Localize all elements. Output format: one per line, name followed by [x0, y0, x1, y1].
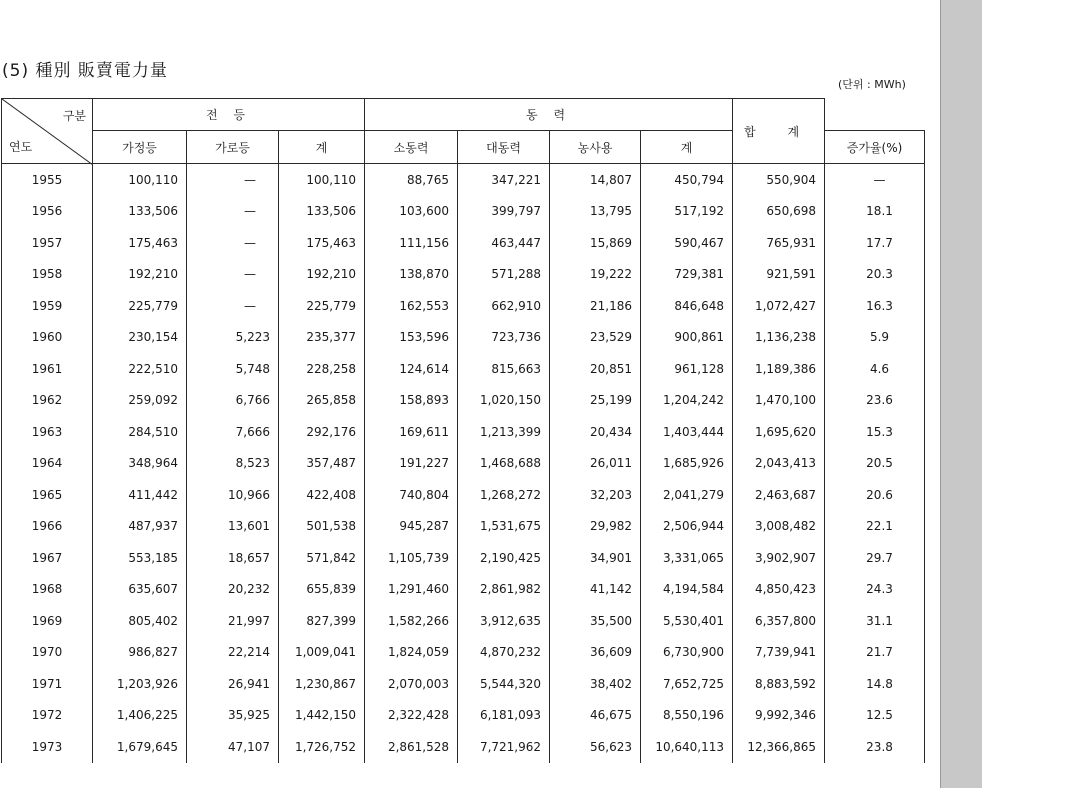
cell-growth-rate: —: [825, 164, 925, 196]
cell-large-power: 399,797: [458, 196, 550, 228]
cell-power-sum: 3,331,065: [641, 542, 733, 574]
cell-street: 10,966: [187, 479, 279, 511]
cell-year: 1970: [2, 637, 93, 669]
header-blank-cell: [825, 99, 925, 131]
cell-agri: 19,222: [550, 259, 641, 291]
cell-household: 348,964: [93, 448, 187, 480]
cell-lighting-sum: 422,408: [279, 479, 365, 511]
cell-household: 635,607: [93, 574, 187, 606]
cell-total: 2,463,687: [733, 479, 825, 511]
cell-small-power: 88,765: [365, 164, 458, 196]
cell-small-power: 158,893: [365, 385, 458, 417]
cell-lighting-sum: 1,726,752: [279, 731, 365, 763]
unit-label: (단위 : MWh): [838, 78, 906, 91]
cell-growth-rate: 14.8: [825, 668, 925, 700]
cell-year: 1968: [2, 574, 93, 606]
cell-agri: 38,402: [550, 668, 641, 700]
cell-household: 222,510: [93, 353, 187, 385]
cell-large-power: 2,190,425: [458, 542, 550, 574]
cell-power-sum: 6,730,900: [641, 637, 733, 669]
cell-street: 5,223: [187, 322, 279, 354]
cell-lighting-sum: 655,839: [279, 574, 365, 606]
cell-total: 4,850,423: [733, 574, 825, 606]
cell-agri: 35,500: [550, 605, 641, 637]
table-body: [2, 164, 925, 763]
electricity-sales-table: [1, 98, 925, 763]
header-year: 연도: [9, 140, 33, 154]
cell-lighting-sum: 235,377: [279, 322, 365, 354]
cell-street: 5,748: [187, 353, 279, 385]
table-row: [2, 290, 925, 322]
cell-large-power: 723,736: [458, 322, 550, 354]
cell-large-power: 347,221: [458, 164, 550, 196]
cell-agri: 36,609: [550, 637, 641, 669]
cell-lighting-sum: 571,842: [279, 542, 365, 574]
header-total: [733, 99, 825, 164]
cell-year: 1965: [2, 479, 93, 511]
cell-growth-rate: 15.3: [825, 416, 925, 448]
cell-year: 1958: [2, 259, 93, 291]
cell-year: 1963: [2, 416, 93, 448]
cell-small-power: 111,156: [365, 227, 458, 259]
cell-household: 986,827: [93, 637, 187, 669]
cell-growth-rate: 20.3: [825, 259, 925, 291]
section-title: (5) 種別 販賣電力量: [2, 61, 168, 81]
cell-power-sum: 846,648: [641, 290, 733, 322]
cell-household: 259,092: [93, 385, 187, 417]
cell-growth-rate: 23.8: [825, 731, 925, 763]
cell-year: 1955: [2, 164, 93, 196]
cell-growth-rate: 5.9: [825, 322, 925, 354]
cell-agri: 25,199: [550, 385, 641, 417]
cell-lighting-sum: 192,210: [279, 259, 365, 291]
cell-agri: 34,901: [550, 542, 641, 574]
table-row: [2, 605, 925, 637]
cell-household: 411,442: [93, 479, 187, 511]
cell-total: 765,931: [733, 227, 825, 259]
cell-total: 650,698: [733, 196, 825, 228]
header-agri: 농사용: [550, 131, 641, 164]
cell-household: 284,510: [93, 416, 187, 448]
header-street: 가로등: [187, 131, 279, 164]
table-row: [2, 259, 925, 291]
cell-small-power: 2,322,428: [365, 700, 458, 732]
cell-large-power: 6,181,093: [458, 700, 550, 732]
cell-household: 805,402: [93, 605, 187, 637]
table-row: [2, 700, 925, 732]
cell-small-power: 945,287: [365, 511, 458, 543]
cell-total: 1,072,427: [733, 290, 825, 322]
cell-year: 1962: [2, 385, 93, 417]
cell-street: 8,523: [187, 448, 279, 480]
cell-year: 1972: [2, 700, 93, 732]
cell-lighting-sum: 292,176: [279, 416, 365, 448]
cell-household: 175,463: [93, 227, 187, 259]
header-small-power: 소동력: [365, 131, 458, 164]
cell-growth-rate: 21.7: [825, 637, 925, 669]
cell-small-power: 1,105,739: [365, 542, 458, 574]
cell-lighting-sum: 501,538: [279, 511, 365, 543]
header-power-sum: 계: [641, 131, 733, 164]
cell-agri: 26,011: [550, 448, 641, 480]
table-row: [2, 731, 925, 763]
cell-total: 9,992,346: [733, 700, 825, 732]
header-gubun: 구분: [62, 109, 86, 123]
cell-street: —: [187, 164, 279, 196]
cell-year: 1959: [2, 290, 93, 322]
cell-total: 1,695,620: [733, 416, 825, 448]
cell-lighting-sum: 175,463: [279, 227, 365, 259]
cell-household: 1,679,645: [93, 731, 187, 763]
cell-agri: 15,869: [550, 227, 641, 259]
cell-household: 1,203,926: [93, 668, 187, 700]
cell-street: 26,941: [187, 668, 279, 700]
cell-year: 1971: [2, 668, 93, 700]
cell-agri: 41,142: [550, 574, 641, 606]
cell-large-power: 571,288: [458, 259, 550, 291]
cell-small-power: 740,804: [365, 479, 458, 511]
header-large-power: 대동력: [458, 131, 550, 164]
table-row: [2, 322, 925, 354]
cell-lighting-sum: 1,230,867: [279, 668, 365, 700]
cell-growth-rate: 16.3: [825, 290, 925, 322]
header-corner-cell: [2, 99, 93, 164]
cell-year: 1961: [2, 353, 93, 385]
cell-lighting-sum: 265,858: [279, 385, 365, 417]
cell-year: 1973: [2, 731, 93, 763]
cell-lighting-sum: 357,487: [279, 448, 365, 480]
table-row: [2, 164, 925, 196]
cell-growth-rate: 18.1: [825, 196, 925, 228]
table-row: [2, 511, 925, 543]
cell-growth-rate: 20.5: [825, 448, 925, 480]
cell-small-power: 124,614: [365, 353, 458, 385]
cell-street: —: [187, 227, 279, 259]
table-row: [2, 385, 925, 417]
cell-total: 2,043,413: [733, 448, 825, 480]
cell-household: 133,506: [93, 196, 187, 228]
cell-year: 1969: [2, 605, 93, 637]
cell-small-power: 169,611: [365, 416, 458, 448]
cell-growth-rate: 12.5: [825, 700, 925, 732]
table-row: [2, 574, 925, 606]
cell-street: 22,214: [187, 637, 279, 669]
cell-year: 1964: [2, 448, 93, 480]
table-row: [2, 196, 925, 228]
cell-power-sum: 8,550,196: [641, 700, 733, 732]
cell-street: 35,925: [187, 700, 279, 732]
cell-lighting-sum: 228,258: [279, 353, 365, 385]
cell-lighting-sum: 827,399: [279, 605, 365, 637]
cell-growth-rate: 20.6: [825, 479, 925, 511]
viewer-background: [982, 0, 1069, 788]
cell-large-power: 463,447: [458, 227, 550, 259]
cell-total: 1,189,386: [733, 353, 825, 385]
cell-year: 1966: [2, 511, 93, 543]
cell-lighting-sum: 225,779: [279, 290, 365, 322]
cell-street: 18,657: [187, 542, 279, 574]
cell-agri: 23,529: [550, 322, 641, 354]
cell-total: 3,902,907: [733, 542, 825, 574]
cell-agri: 32,203: [550, 479, 641, 511]
cell-power-sum: 900,861: [641, 322, 733, 354]
cell-power-sum: 5,530,401: [641, 605, 733, 637]
cell-agri: 46,675: [550, 700, 641, 732]
cell-small-power: 153,596: [365, 322, 458, 354]
cell-agri: 29,982: [550, 511, 641, 543]
cell-agri: 20,434: [550, 416, 641, 448]
cell-power-sum: 10,640,113: [641, 731, 733, 763]
header-household: 가정등: [93, 131, 187, 164]
cell-total: 7,739,941: [733, 637, 825, 669]
cell-household: 225,779: [93, 290, 187, 322]
cell-year: 1960: [2, 322, 93, 354]
header-growth-rate: 증가율(%): [825, 131, 925, 164]
cell-growth-rate: 4.6: [825, 353, 925, 385]
table-row: [2, 668, 925, 700]
cell-total: 6,357,800: [733, 605, 825, 637]
cell-large-power: 815,663: [458, 353, 550, 385]
cell-lighting-sum: 1,009,041: [279, 637, 365, 669]
cell-total: 550,904: [733, 164, 825, 196]
cell-household: 230,154: [93, 322, 187, 354]
table-row: [2, 416, 925, 448]
cell-household: 487,937: [93, 511, 187, 543]
table-row: [2, 637, 925, 669]
viewer-gutter: [940, 0, 983, 788]
cell-lighting-sum: 100,110: [279, 164, 365, 196]
cell-small-power: 2,070,003: [365, 668, 458, 700]
cell-power-sum: 4,194,584: [641, 574, 733, 606]
cell-large-power: 1,531,675: [458, 511, 550, 543]
cell-year: 1967: [2, 542, 93, 574]
cell-growth-rate: 31.1: [825, 605, 925, 637]
cell-large-power: 5,544,320: [458, 668, 550, 700]
cell-small-power: 138,870: [365, 259, 458, 291]
cell-street: —: [187, 259, 279, 291]
cell-household: 553,185: [93, 542, 187, 574]
cell-power-sum: 450,794: [641, 164, 733, 196]
cell-agri: 21,186: [550, 290, 641, 322]
cell-large-power: 1,268,272: [458, 479, 550, 511]
cell-small-power: 103,600: [365, 196, 458, 228]
table-row: [2, 542, 925, 574]
cell-large-power: 7,721,962: [458, 731, 550, 763]
cell-large-power: 662,910: [458, 290, 550, 322]
cell-street: —: [187, 196, 279, 228]
cell-agri: 14,807: [550, 164, 641, 196]
cell-agri: 56,623: [550, 731, 641, 763]
header-lighting-group: 전 등: [93, 99, 365, 131]
cell-street: 21,997: [187, 605, 279, 637]
cell-power-sum: 961,128: [641, 353, 733, 385]
cell-growth-rate: 24.3: [825, 574, 925, 606]
cell-power-sum: 1,403,444: [641, 416, 733, 448]
cell-growth-rate: 22.1: [825, 511, 925, 543]
cell-lighting-sum: 1,442,150: [279, 700, 365, 732]
header-power-group: 동 력: [365, 99, 733, 131]
cell-small-power: 162,553: [365, 290, 458, 322]
cell-power-sum: 729,381: [641, 259, 733, 291]
cell-agri: 13,795: [550, 196, 641, 228]
cell-street: 13,601: [187, 511, 279, 543]
cell-large-power: 2,861,982: [458, 574, 550, 606]
cell-power-sum: 517,192: [641, 196, 733, 228]
table-row: [2, 353, 925, 385]
cell-lighting-sum: 133,506: [279, 196, 365, 228]
cell-total: 921,591: [733, 259, 825, 291]
cell-year: 1956: [2, 196, 93, 228]
cell-street: 47,107: [187, 731, 279, 763]
cell-growth-rate: 29.7: [825, 542, 925, 574]
cell-power-sum: 1,204,242: [641, 385, 733, 417]
cell-power-sum: 7,652,725: [641, 668, 733, 700]
table-row: [2, 479, 925, 511]
cell-power-sum: 2,041,279: [641, 479, 733, 511]
cell-large-power: 1,213,399: [458, 416, 550, 448]
cell-total: 12,366,865: [733, 731, 825, 763]
cell-small-power: 2,861,528: [365, 731, 458, 763]
cell-large-power: 4,870,232: [458, 637, 550, 669]
cell-street: —: [187, 290, 279, 322]
cell-total: 8,883,592: [733, 668, 825, 700]
cell-small-power: 1,582,266: [365, 605, 458, 637]
cell-year: 1957: [2, 227, 93, 259]
cell-household: 192,210: [93, 259, 187, 291]
cell-total: 1,136,238: [733, 322, 825, 354]
cell-household: 100,110: [93, 164, 187, 196]
cell-large-power: 3,912,635: [458, 605, 550, 637]
header-lighting-sum: 계: [279, 131, 365, 164]
cell-street: 20,232: [187, 574, 279, 606]
cell-total: 1,470,100: [733, 385, 825, 417]
cell-agri: 20,851: [550, 353, 641, 385]
cell-growth-rate: 17.7: [825, 227, 925, 259]
cell-household: 1,406,225: [93, 700, 187, 732]
cell-growth-rate: 23.6: [825, 385, 925, 417]
cell-power-sum: 590,467: [641, 227, 733, 259]
cell-small-power: 1,291,460: [365, 574, 458, 606]
cell-large-power: 1,468,688: [458, 448, 550, 480]
header-total-label: 합 계: [744, 124, 814, 139]
header-row-1: [2, 99, 925, 131]
cell-small-power: 191,227: [365, 448, 458, 480]
cell-small-power: 1,824,059: [365, 637, 458, 669]
table-row: [2, 227, 925, 259]
table-row: [2, 448, 925, 480]
cell-street: 6,766: [187, 385, 279, 417]
cell-power-sum: 2,506,944: [641, 511, 733, 543]
cell-large-power: 1,020,150: [458, 385, 550, 417]
cell-power-sum: 1,685,926: [641, 448, 733, 480]
cell-street: 7,666: [187, 416, 279, 448]
cell-total: 3,008,482: [733, 511, 825, 543]
